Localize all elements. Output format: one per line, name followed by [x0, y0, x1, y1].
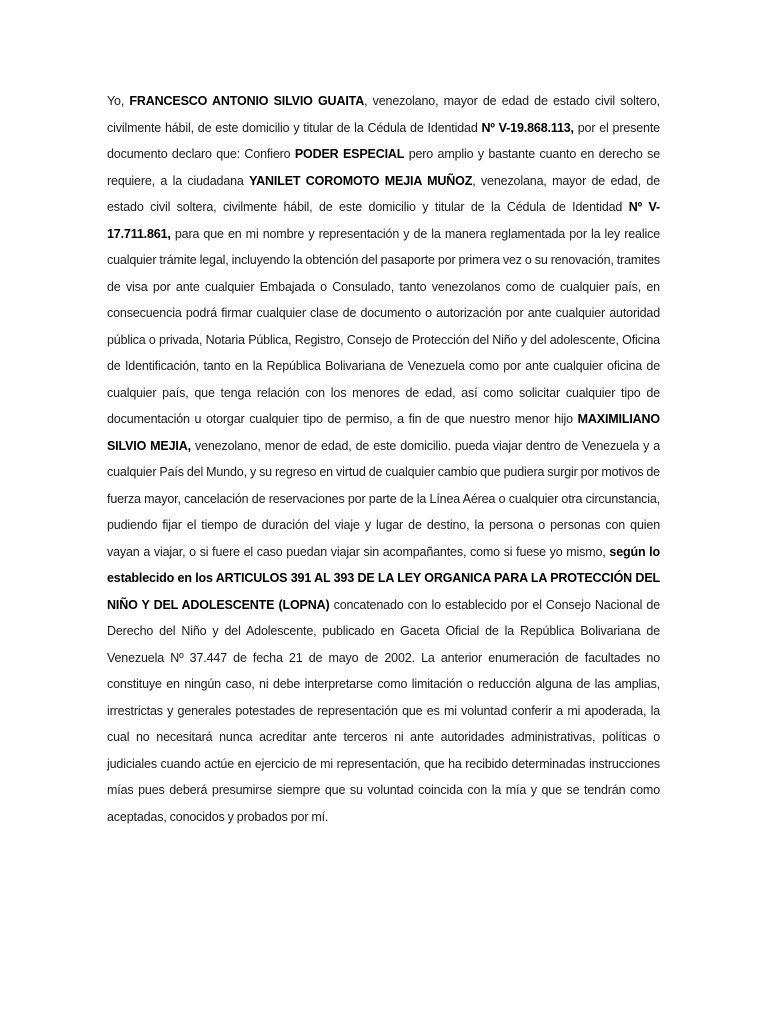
bold-text-run: YANILET COROMOTO MEJIA MUÑOZ: [249, 173, 473, 188]
text-run: para que en mi nombre y representación y de la manera reglamentada por la ley realice cualquier trámite legal, incluyendo la obtención del pasaporte por primera vez o su renovación, tramites de visa por ante cualquier Embajada o Consulado, tanto venezolanos como de cualquier país, en consecuencia podrá firmar cualquier clase de documento o autorización por ante cualquier autoridad pública o privada, Notaria Pública, Registro, Consejo de Protección del Niño y del adolescente, Oficina de Identificación, tanto en la República Bolivariana de Venezuela como por ante cualquier oficina de cualquier país, que tenga relación con los menores de edad, así como solicitar cualquier tipo de documentación u otorgar cualquier tipo de permiso, a fin de que nuestro menor hijo: [107, 226, 660, 426]
text-run: pero amplio y bastante cuanto en derecho se requiere, a la ciudadana: [107, 147, 660, 188]
bold-text-run: FRANCESCO ANTONIO SILVIO GUAITA: [129, 94, 365, 108]
text-run: venezolano, menor de edad, de este domicilio. pueda viajar dentro de Venezuela y a cualquier País del Mundo, y su regreso en virtud de cualquier cambio que pudiera surgir por motivos de fuerza mayor, cancelación de reservaciones por parte de la Línea Aérea o cualquier otra circunstancia, pudiendo fijar el tiempo de duración del viaje y lugar de destino, la persona o personas con quien vayan a viajar, o si fuere el caso puedan viajar sin acompañantes, como si fuese yo mismo,: [107, 438, 661, 559]
bold-text-run: MAXIMILIANO SILVIO MEJIA,: [107, 412, 660, 453]
text-run: , venezolano, mayor de edad de estado civil soltero, civilmente hábil, de este domicilio y titular de la Cédula de Identidad: [107, 94, 660, 135]
text-run: concatenado con lo establecido por el Consejo Nacional de Derecho del Niño y del Adolescente, publicado en Gaceta Oficial de la República Bolivariana de Venezuela Nº 37.447 de fecha 21 de mayo de 2002. La anterior enumeración de facultades no constituye en ningún caso, ni debe interpretarse como limitación o reducción alguna de las amplias, irrestrictas y generales potestades de representación que es mi voluntad conferir a mi apoderada, la cual no necesitará nunca acreditar ante terceros ni ante autoridades administrativas, políticas o judiciales cuando actúe en ejercicio de mi representación, que ha recibido determinadas instrucciones mías pues deberá presumirse siempre que su voluntad coincida con la mía y que se tendrán como aceptadas, conocidos y probados por mí.: [107, 597, 660, 824]
bold-text-run: Nº V-19.868.113,: [481, 120, 574, 135]
power-of-attorney-paragraph: [107, 88, 660, 830]
text-run: , venezolana, mayor de edad, de estado civil soltera, civilmente hábil, de este domicilio y titular de la Cédula de Identidad: [107, 173, 661, 214]
bold-text-run: Nº V-17.711.861,: [107, 200, 661, 241]
bold-text-run: PODER ESPECIAL: [294, 147, 405, 161]
text-run: Yo,: [107, 94, 130, 108]
bold-text-run: según lo establecido en los ARTICULOS 391 AL 393 DE LA LEY ORGANICA PARA LA PROTECCIÓN DEL NIÑO Y DEL ADOLESCENTE (LOPNA): [107, 544, 660, 612]
text-run: por el presente documento declaro que: Confiero: [107, 120, 660, 161]
